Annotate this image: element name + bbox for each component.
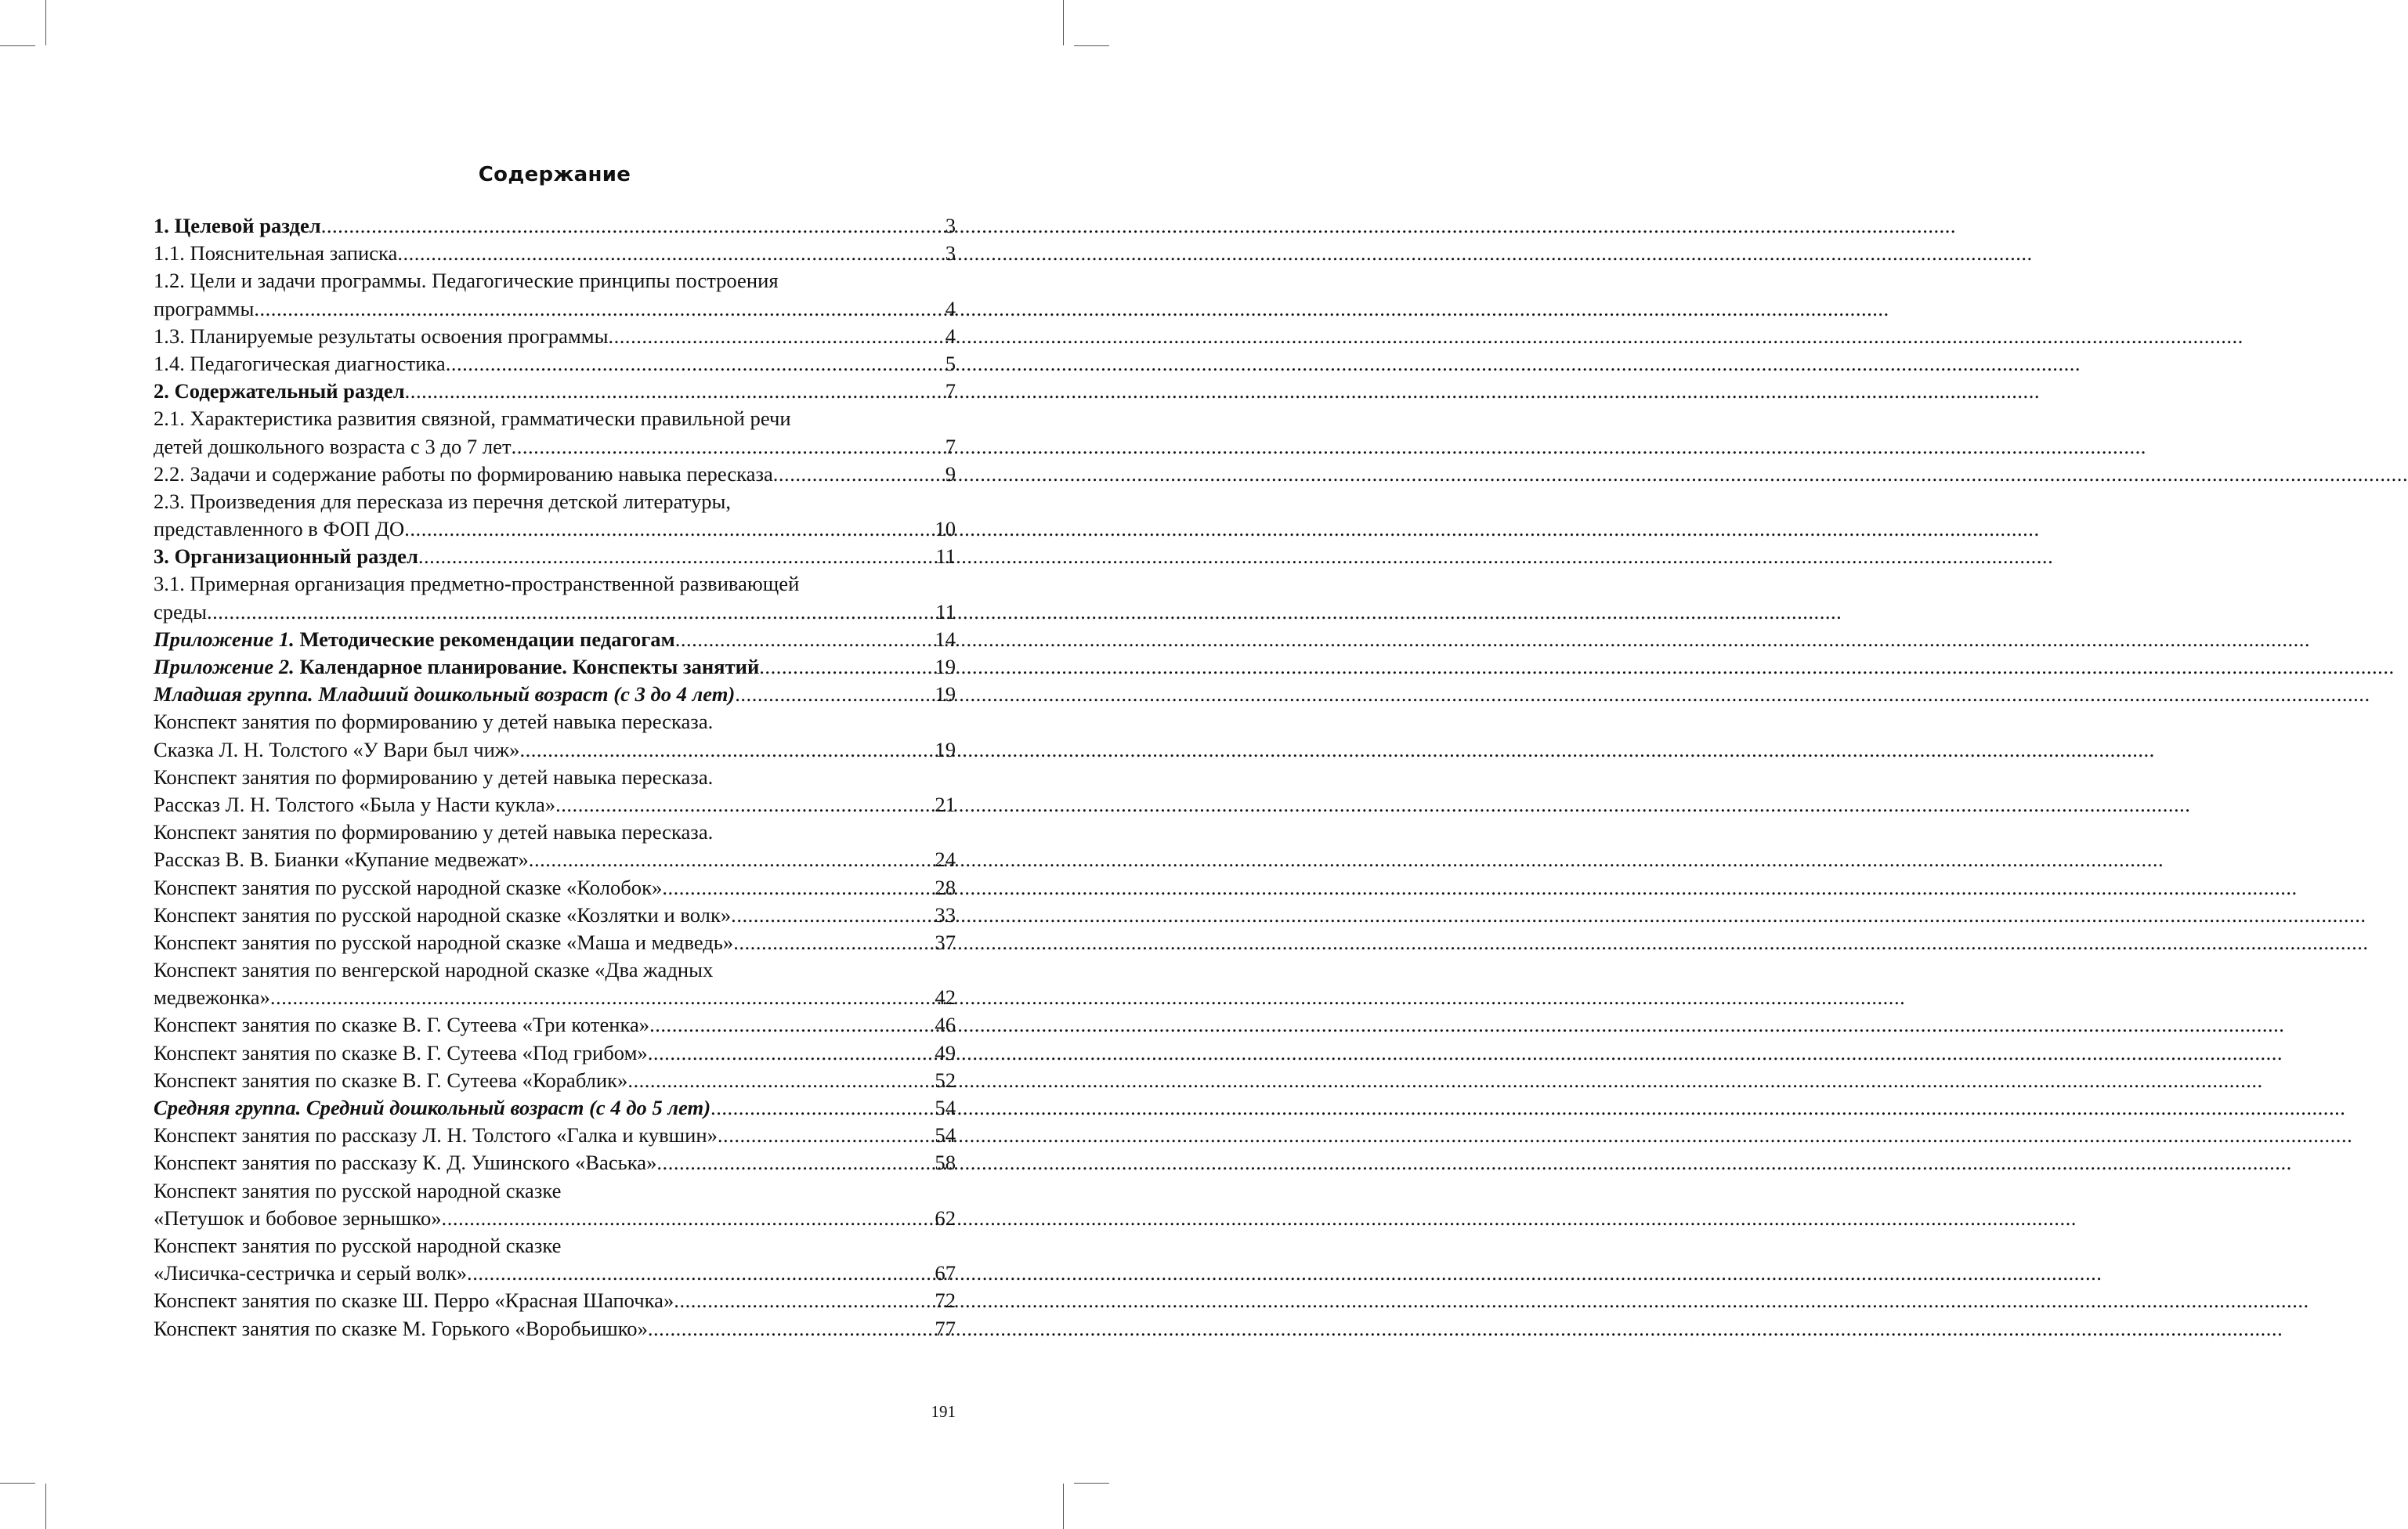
- dot-leader: [648, 1039, 935, 1067]
- dot-leader: [718, 1122, 935, 1149]
- toc-entry-text: Конспект занятия по формированию у детей навыка пересказа.: [154, 820, 714, 844]
- toc-page-number: 11: [935, 599, 956, 624]
- toc-page-number: 10: [935, 517, 956, 541]
- toc-entry-text: Конспект занятия по русской народной сказке: [154, 1233, 562, 1257]
- toc-entry-text: детей дошкольного возраста с 3 до 7 лет: [154, 434, 512, 458]
- toc-entry-prefix: Младшая группа. Младший дошкольный возраст (с 3 до 4 лет): [154, 682, 736, 707]
- toc-entry[interactable]: [154, 1205, 956, 1232]
- toc-entry[interactable]: [154, 267, 956, 295]
- toc-page-number: 3: [945, 214, 956, 237]
- dot-leader: [735, 681, 935, 708]
- toc-entry-text: 1. Целевой раздел: [154, 214, 321, 237]
- toc-page-number: 19: [935, 737, 956, 761]
- toc-page-number: 21: [935, 792, 956, 816]
- toc-entry-text: Методические рекомендации педагогам: [299, 627, 675, 651]
- toc-page-number: 11: [935, 544, 956, 569]
- toc-page-number: 19: [935, 655, 956, 678]
- dot-leader: [710, 1094, 935, 1122]
- toc-entry-title: [154, 764, 713, 791]
- dot-leader: [254, 295, 945, 323]
- toc-page-number: 42: [935, 985, 956, 1010]
- dot-leader: [405, 378, 945, 405]
- toc-page-number: 67: [935, 1261, 956, 1285]
- table-of-contents: [154, 212, 956, 1343]
- toc-entry-text: Конспект занятия по сказке Ш. Перро «Красная Шапочка»: [154, 1289, 674, 1313]
- toc-entry-text: 1.2. Цели и задачи программы. Педагогические принципы построения: [154, 269, 779, 293]
- toc-entry[interactable]: [154, 543, 956, 570]
- toc-entry-title: [154, 819, 713, 846]
- dot-leader: [442, 1205, 935, 1232]
- toc-entry[interactable]: [154, 1177, 956, 1205]
- dot-leader: [404, 515, 935, 543]
- dot-leader: [270, 984, 935, 1011]
- toc-page-number: 52: [935, 1068, 956, 1092]
- toc-entry-title: [154, 1039, 648, 1067]
- dot-leader: [675, 626, 935, 653]
- toc-entry-text: 1.1. Пояснительная записка: [154, 241, 398, 266]
- toc-page-number: 54: [935, 1123, 956, 1148]
- dot-leader: [529, 846, 935, 873]
- toc-entry-title: [154, 433, 512, 461]
- toc-entry[interactable]: [154, 1232, 956, 1260]
- toc-entry-text: Конспект занятия по сказке В. Г. Сутеева «Кораблик»: [154, 1068, 628, 1092]
- toc-page-number: 24: [935, 848, 956, 872]
- toc-entry-text: Рассказ В. В. Бианки «Купание медвежат»: [154, 848, 529, 872]
- dot-leader: [519, 736, 935, 764]
- toc-entry-title: [154, 1205, 442, 1232]
- page-title: Содержание: [478, 163, 631, 187]
- toc-entry[interactable]: [154, 653, 956, 681]
- dot-leader: [674, 1287, 935, 1314]
- toc-entry[interactable]: [154, 405, 956, 432]
- toc-entry-title: [154, 461, 773, 488]
- toc-entry[interactable]: [154, 846, 956, 873]
- toc-entry-prefix: Средняя группа. Средний дошкольный возраст (с 4 до 5 лет): [154, 1096, 711, 1119]
- toc-entry-title: [154, 1011, 649, 1039]
- toc-entry-text: 1.4. Педагогическая диагностика: [154, 351, 446, 375]
- toc-entry[interactable]: [154, 791, 956, 819]
- toc-entry[interactable]: [154, 295, 956, 323]
- toc-entry-title: [154, 1260, 467, 1287]
- toc-entry[interactable]: [154, 1067, 956, 1094]
- toc-entry-text: представленного в ФОП ДО: [154, 517, 405, 541]
- dot-leader: [627, 1067, 935, 1094]
- toc-entry-title: [154, 984, 270, 1011]
- toc-entry-title: [154, 323, 608, 350]
- toc-entry[interactable]: [154, 1094, 956, 1122]
- crop-mark: [45, 1484, 46, 1529]
- toc-entry[interactable]: [154, 764, 956, 791]
- toc-entry-text: среды: [154, 599, 207, 624]
- toc-entry[interactable]: [154, 1315, 956, 1343]
- toc-page-number: 72: [935, 1289, 956, 1313]
- crop-mark: [1074, 45, 1109, 46]
- toc-page-number: 54: [935, 1096, 956, 1119]
- dot-leader: [648, 1315, 935, 1343]
- toc-entry-text: Календарное планирование. Конспекты занятий: [299, 655, 760, 678]
- toc-entry-title: [154, 1149, 656, 1177]
- toc-entry-text: Сказка Л. Н. Толстого «У Вари был чиж»: [154, 737, 520, 761]
- dot-leader: [733, 929, 935, 956]
- toc-entry-text: 2. Содержательный раздел: [154, 379, 405, 403]
- toc-page-number: 33: [935, 902, 956, 927]
- dot-leader: [418, 543, 936, 570]
- toc-entry[interactable]: [154, 570, 956, 598]
- toc-entry[interactable]: [154, 956, 956, 984]
- dot-leader: [656, 1149, 935, 1177]
- crop-mark: [45, 0, 46, 45]
- toc-entry-title: [154, 378, 405, 405]
- toc-entry[interactable]: [154, 1011, 956, 1039]
- crop-mark: [1063, 1484, 1064, 1529]
- toc-entry[interactable]: [154, 1260, 956, 1287]
- toc-entry[interactable]: [154, 488, 956, 515]
- toc-page-number: 4: [945, 324, 956, 348]
- toc-page-number: 14: [935, 627, 956, 651]
- toc-page-number: 4: [945, 296, 956, 320]
- toc-entry[interactable]: [154, 350, 956, 378]
- toc-entry[interactable]: [154, 681, 956, 708]
- toc-entry-title: [154, 653, 759, 681]
- toc-entry-text: Конспект занятия по формированию у детей навыка пересказа.: [154, 764, 714, 789]
- toc-entry-text: 1.3. Планируемые результаты освоения программы: [154, 324, 609, 348]
- toc-entry-title: [154, 598, 207, 626]
- toc-entry-text: Рассказ Л. Н. Толстого «Была у Насти кукла»: [154, 792, 556, 816]
- toc-entry-text: программы: [154, 296, 255, 320]
- toc-entry-title: [154, 1067, 627, 1094]
- crop-mark: [0, 45, 35, 46]
- toc-entry[interactable]: [154, 708, 956, 736]
- dot-leader: [649, 1011, 935, 1039]
- toc-entry-text: Конспект занятия по венгерской народной сказке «Два жадных: [154, 958, 714, 982]
- toc-entry[interactable]: [154, 515, 956, 543]
- toc-entry[interactable]: [154, 1122, 956, 1149]
- toc-entry-title: [154, 956, 713, 984]
- toc-entry-title: [154, 295, 254, 323]
- toc-entry[interactable]: [154, 1039, 956, 1067]
- toc-page-number: 7: [945, 379, 956, 403]
- toc-entry-text: 3.1. Примерная организация предметно-пространственной развивающей: [154, 572, 800, 596]
- toc-entry-title: [154, 929, 733, 956]
- dot-leader: [512, 433, 945, 461]
- toc-entry[interactable]: [154, 1149, 956, 1177]
- toc-entry[interactable]: [154, 323, 956, 350]
- toc-page-number: 77: [935, 1316, 956, 1340]
- toc-entry[interactable]: [154, 819, 956, 846]
- toc-entry-title: [154, 405, 791, 432]
- toc-page-number: 5: [945, 351, 956, 375]
- toc-entry-title: [154, 681, 735, 708]
- toc-entry-text: Конспект занятия по русской народной сказке «Маша и медведь»: [154, 930, 734, 954]
- toc-entry[interactable]: [154, 598, 956, 626]
- toc-entry-text: Конспект занятия по сказке М. Горького «Воробьишко»: [154, 1316, 648, 1340]
- toc-page-number: 49: [935, 1040, 956, 1065]
- toc-entry-title: [154, 846, 529, 873]
- toc-page-number: 3: [945, 241, 956, 266]
- toc-entry-text: Конспект занятия по формированию у детей навыка пересказа.: [154, 710, 714, 734]
- dot-leader: [321, 212, 945, 240]
- toc-entry-text: 2.1. Характеристика развития связной, грамматически правильной речи: [154, 407, 791, 431]
- toc-entry-text: Конспект занятия по рассказу К. Д. Ушинского «Васька»: [154, 1151, 657, 1175]
- toc-entry[interactable]: [154, 240, 956, 267]
- toc-entry-title: [154, 350, 446, 378]
- toc-entry-title: [154, 1122, 718, 1149]
- toc-entry[interactable]: [154, 378, 956, 405]
- toc-entry[interactable]: [154, 984, 956, 1011]
- toc-entry-text: Конспект занятия по русской народной сказке «Козлятки и волк»: [154, 902, 732, 927]
- toc-entry-text: Конспект занятия по сказке В. Г. Сутеева «Под грибом»: [154, 1040, 648, 1065]
- toc-page-number: 19: [935, 682, 956, 707]
- toc-entry-title: [154, 902, 731, 929]
- toc-page-number: 62: [935, 1205, 956, 1230]
- toc-entry-prefix: Приложение 2.: [154, 655, 300, 678]
- toc-entry[interactable]: [154, 1287, 956, 1314]
- toc-entry[interactable]: [154, 461, 956, 488]
- toc-entry[interactable]: [154, 212, 956, 240]
- dot-leader: [397, 240, 945, 267]
- toc-entry-text: Конспект занятия по русской народной сказке: [154, 1178, 562, 1202]
- crop-mark: [1074, 1483, 1109, 1484]
- toc-entry[interactable]: [154, 433, 956, 461]
- dot-leader: [731, 902, 935, 929]
- toc-page-number: 37: [935, 930, 956, 954]
- toc-page-number: 46: [935, 1013, 956, 1037]
- toc-entry-title: [154, 240, 397, 267]
- dot-leader: [662, 874, 935, 902]
- toc-page-number: 7: [945, 434, 956, 458]
- crop-mark: [1063, 0, 1064, 45]
- page-number: 191: [931, 1402, 956, 1421]
- toc-entry-title: [154, 1315, 648, 1343]
- toc-entry-text: Конспект занятия по сказке В. Г. Сутеева «Три котенка»: [154, 1013, 650, 1037]
- toc-entry[interactable]: [154, 902, 956, 929]
- toc-entry-title: [154, 1232, 561, 1260]
- dot-leader: [608, 323, 945, 350]
- crop-mark: [0, 1483, 35, 1484]
- toc-page-number: 58: [935, 1151, 956, 1175]
- toc-entry-text: 2.3. Произведения для пересказа из перечня детской литературы,: [154, 489, 732, 513]
- dot-leader: [446, 350, 945, 378]
- toc-entry[interactable]: [154, 736, 956, 764]
- toc-entry-title: [154, 515, 404, 543]
- toc-entry-title: [154, 212, 321, 240]
- toc-page-number: 9: [945, 461, 956, 486]
- toc-entry-text: Конспект занятия по русской народной сказке «Колобок»: [154, 875, 663, 899]
- toc-entry[interactable]: [154, 929, 956, 956]
- toc-entry[interactable]: [154, 874, 956, 902]
- toc-entry-text: «Лисичка-сестричка и серый волк»: [154, 1261, 468, 1285]
- toc-entry-text: 2.2. Задачи и содержание работы по формированию навыка пересказа: [154, 461, 773, 486]
- toc-entry-title: [154, 570, 799, 598]
- toc-entry[interactable]: [154, 626, 956, 653]
- toc-entry-prefix: Приложение 1.: [154, 627, 300, 651]
- toc-entry-title: [154, 736, 519, 764]
- toc-entry-title: [154, 1287, 674, 1314]
- toc-entry-title: [154, 708, 713, 736]
- dot-leader: [555, 791, 935, 819]
- toc-entry-title: [154, 267, 779, 295]
- toc-entry-text: «Петушок и бобовое зернышко»: [154, 1205, 442, 1230]
- dot-leader: [759, 653, 935, 681]
- dot-leader: [467, 1260, 935, 1287]
- dot-leader: [773, 461, 945, 488]
- toc-entry-title: [154, 1094, 710, 1122]
- toc-entry-text: медвежонка»: [154, 985, 270, 1010]
- toc-entry-title: [154, 791, 555, 819]
- toc-entry-title: [154, 1177, 561, 1205]
- toc-entry-text: Конспект занятия по рассказу Л. Н. Толстого «Галка и кувшин»: [154, 1123, 718, 1148]
- toc-entry-title: [154, 874, 662, 902]
- toc-page-number: 28: [935, 875, 956, 899]
- toc-entry-title: [154, 488, 731, 515]
- dot-leader: [207, 598, 935, 626]
- toc-entry-title: [154, 626, 675, 653]
- toc-entry-text: 3. Организационный раздел: [154, 544, 418, 569]
- toc-entry-title: [154, 543, 418, 570]
